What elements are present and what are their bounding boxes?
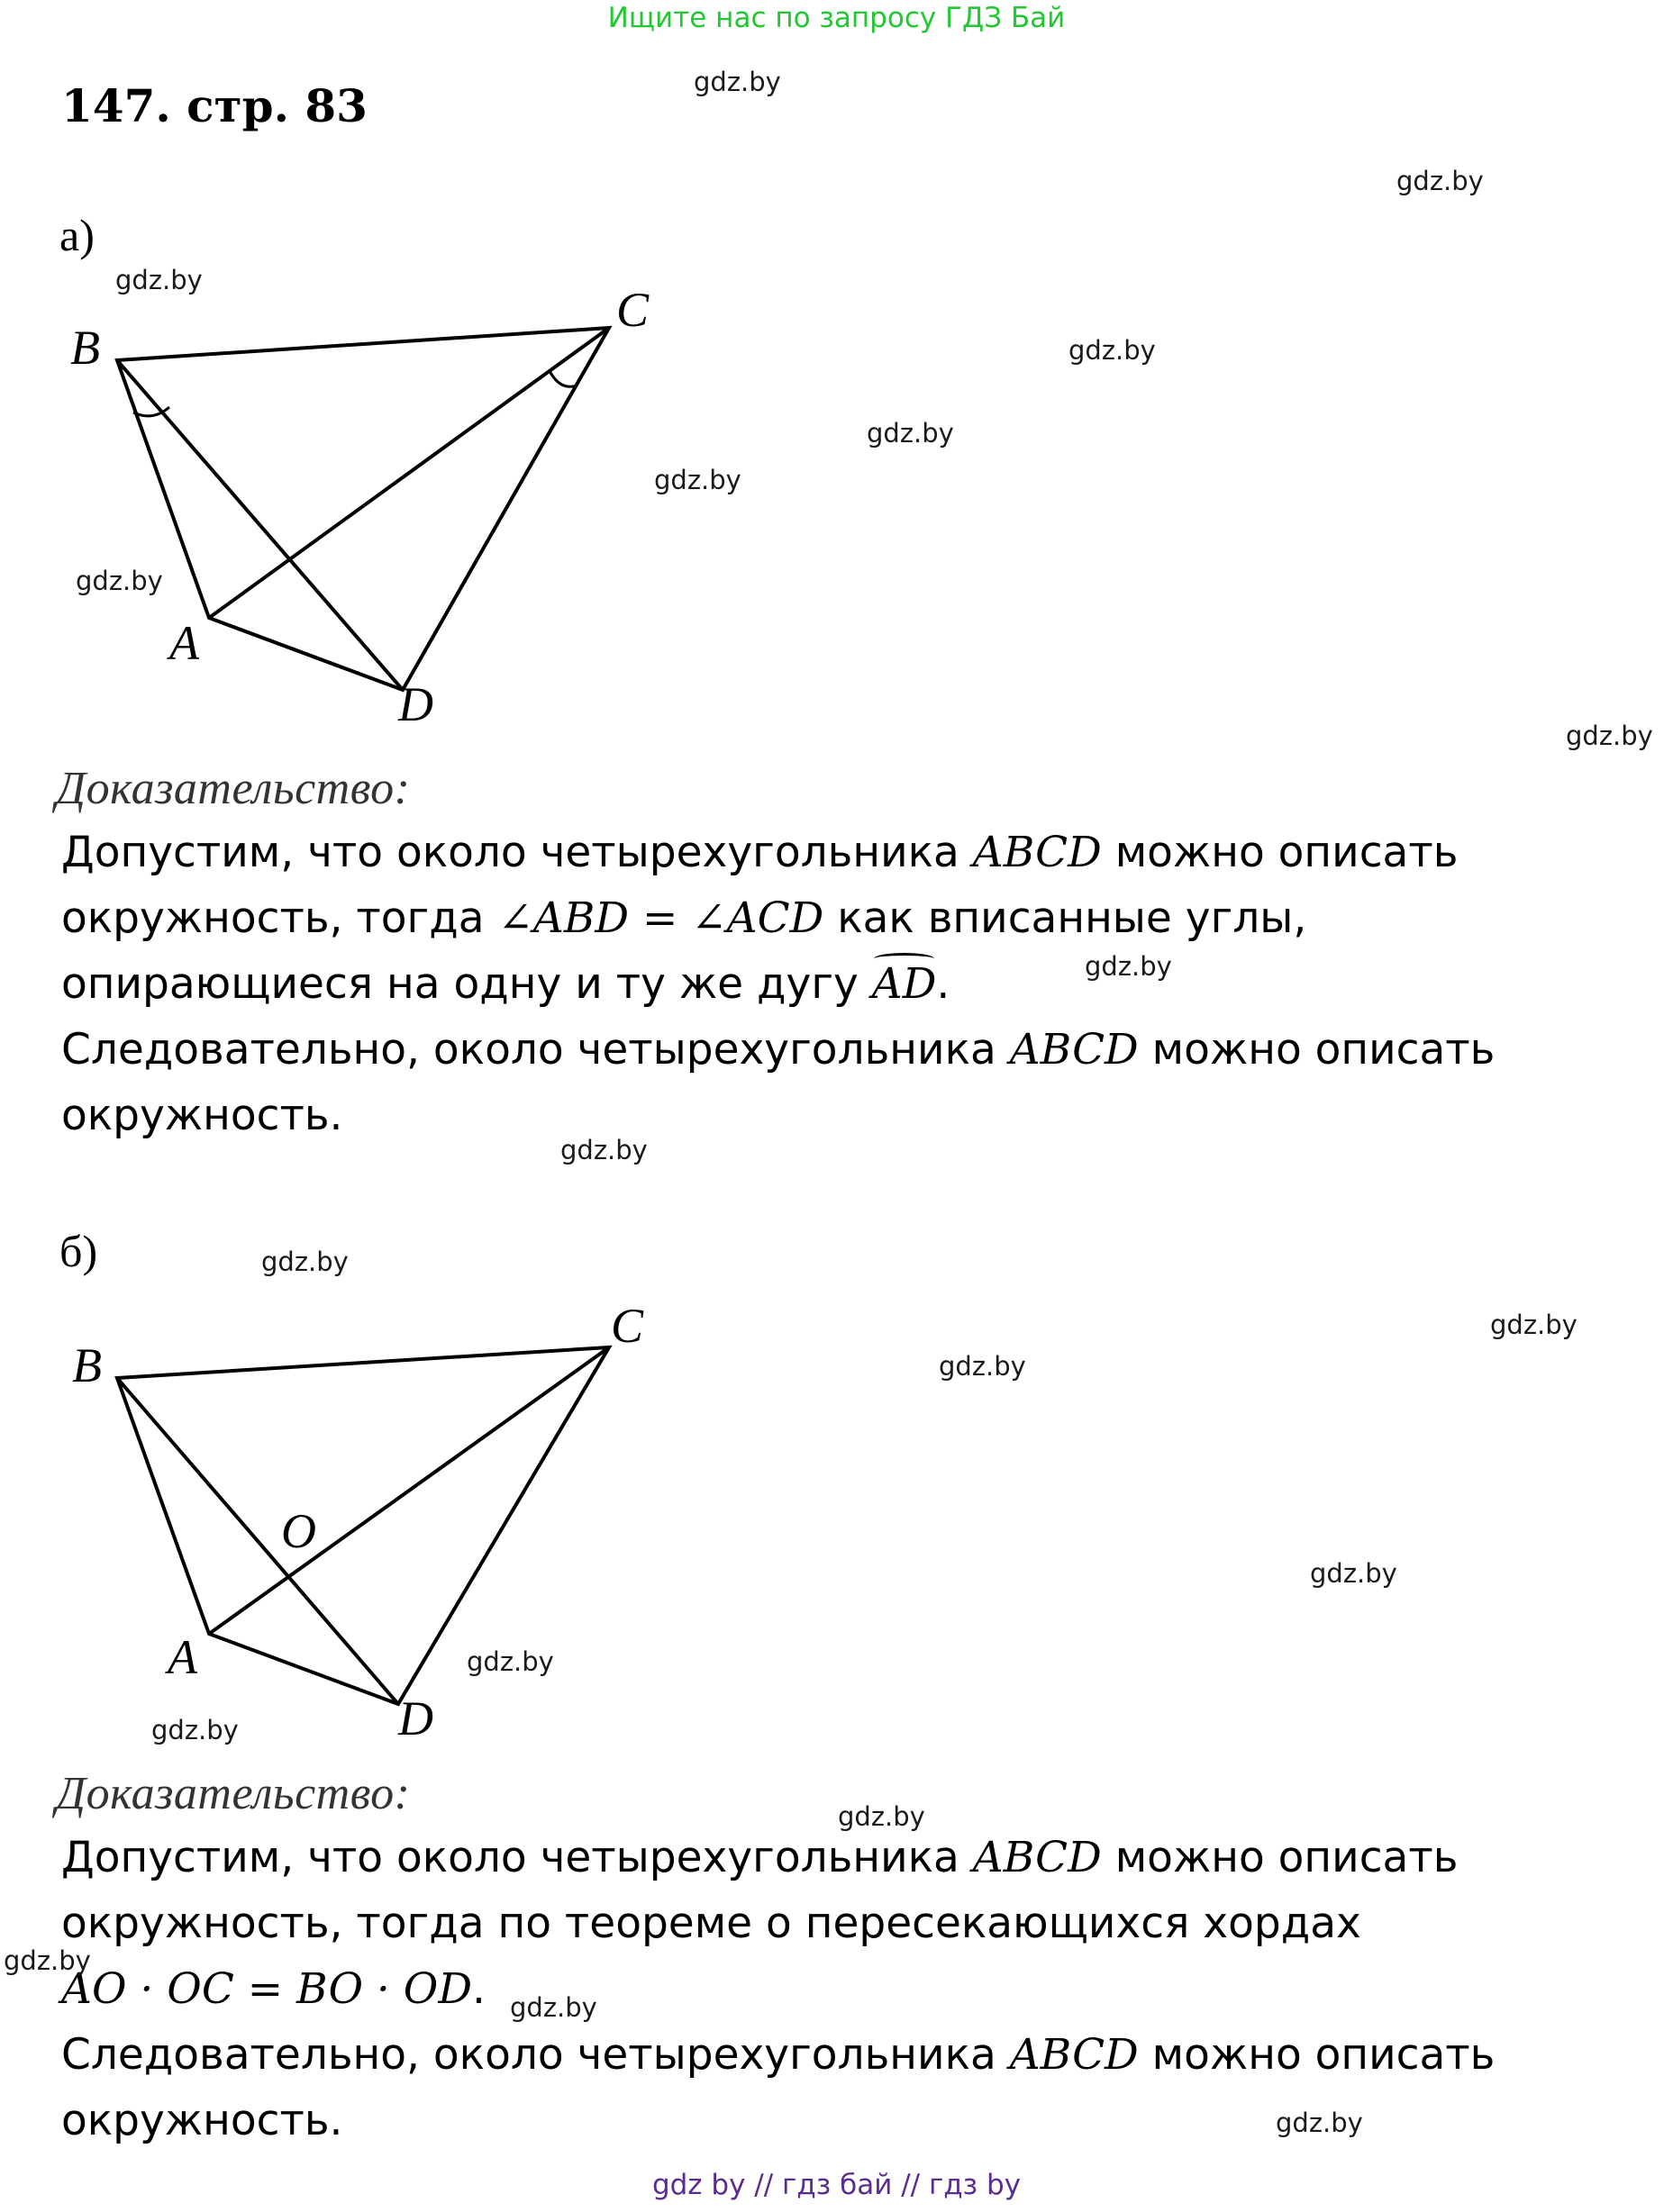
watermark: gdz.by	[76, 566, 163, 596]
proof-b-line-4: Следовательно, около четырехугольника ABCD можно описать	[61, 2030, 1496, 2080]
watermark: gdz.by	[261, 1247, 349, 1277]
diagonal-bd-b	[117, 1378, 398, 1704]
vertex-b-b: B	[72, 1338, 102, 1392]
vertex-a-a: A	[169, 616, 199, 670]
part-b-label: б)	[59, 1226, 98, 1276]
proof-a-line-1: Допустим, что около четырехугольника ABCD можно описать	[61, 828, 1459, 877]
top-banner[interactable]: Ищите нас по запросу ГДЗ Бай	[607, 2, 1066, 34]
diagonal-bd-a	[117, 360, 403, 690]
proof-a-line-2: окружность, тогда ∠ABD = ∠ACD как вписанные углы,	[61, 893, 1307, 943]
figure-a	[0, 270, 811, 739]
diagonal-ac-a	[209, 328, 609, 618]
watermark: gdz.by	[560, 1135, 648, 1165]
watermark: gdz.by	[467, 1646, 554, 1677]
proof-label-b: Доказательство:	[56, 1768, 411, 1819]
proof-text-a	[61, 820, 1495, 1148]
footer-links[interactable]: gdz by // гдз бай // гдз by	[651, 2169, 1022, 2201]
vertex-d-b: D	[398, 1691, 433, 1745]
watermark: gdz.by	[115, 265, 203, 295]
proof-b-line-3: AO · OC = BO · OD.	[61, 1964, 486, 2014]
watermark: gdz.by	[1068, 335, 1156, 366]
proof-b-line-5: окружность.	[61, 2096, 343, 2145]
figure-b	[0, 1297, 811, 1765]
watermark: gdz.by	[151, 1715, 239, 1745]
vertex-c-b: C	[611, 1299, 644, 1353]
watermark: gdz.by	[1396, 166, 1484, 196]
proof-text-b	[61, 1825, 1495, 2153]
vertex-d-a: D	[398, 677, 433, 731]
vertex-a-b: A	[168, 1630, 197, 1684]
watermark: gdz.by	[694, 67, 781, 97]
proof-a-line-5: окружность.	[61, 1091, 343, 1140]
angle-mark-acd	[550, 371, 577, 386]
watermark: gdz.by	[1276, 2108, 1363, 2138]
vertex-b-a: B	[70, 321, 100, 375]
vertex-o-b: O	[281, 1504, 316, 1558]
watermark: gdz.by	[838, 1801, 925, 1832]
watermark: gdz.by	[1490, 1310, 1578, 1340]
task-title: 147. стр. 83	[61, 79, 368, 132]
proof-a-line-3: опирающиеся на одну и ту же дугу AD.	[61, 951, 1495, 1017]
proof-a-line-4: Следовательно, около четырехугольника ABCD можно описать	[61, 1025, 1496, 1074]
watermark: gdz.by	[654, 465, 741, 495]
proof-b-line-2: окружность, тогда по теореме о пересекающихся хордах	[61, 1899, 1361, 1948]
vertex-c-a: C	[616, 283, 650, 337]
watermark: gdz.by	[1085, 951, 1172, 982]
watermark: gdz.by	[1310, 1558, 1397, 1589]
proof-b-line-1: Допустим, что около четырехугольника ABCD можно описать	[61, 1833, 1459, 1882]
watermark: gdz.by	[4, 1945, 91, 1976]
part-a-label: а)	[59, 210, 95, 260]
proof-label-a: Доказательство:	[56, 763, 411, 814]
watermark: gdz.by	[939, 1351, 1026, 1382]
watermark: gdz.by	[510, 1992, 597, 2023]
watermark: gdz.by	[1566, 721, 1653, 751]
diagonal-ac-b	[209, 1347, 609, 1634]
watermark: gdz.by	[867, 418, 954, 449]
